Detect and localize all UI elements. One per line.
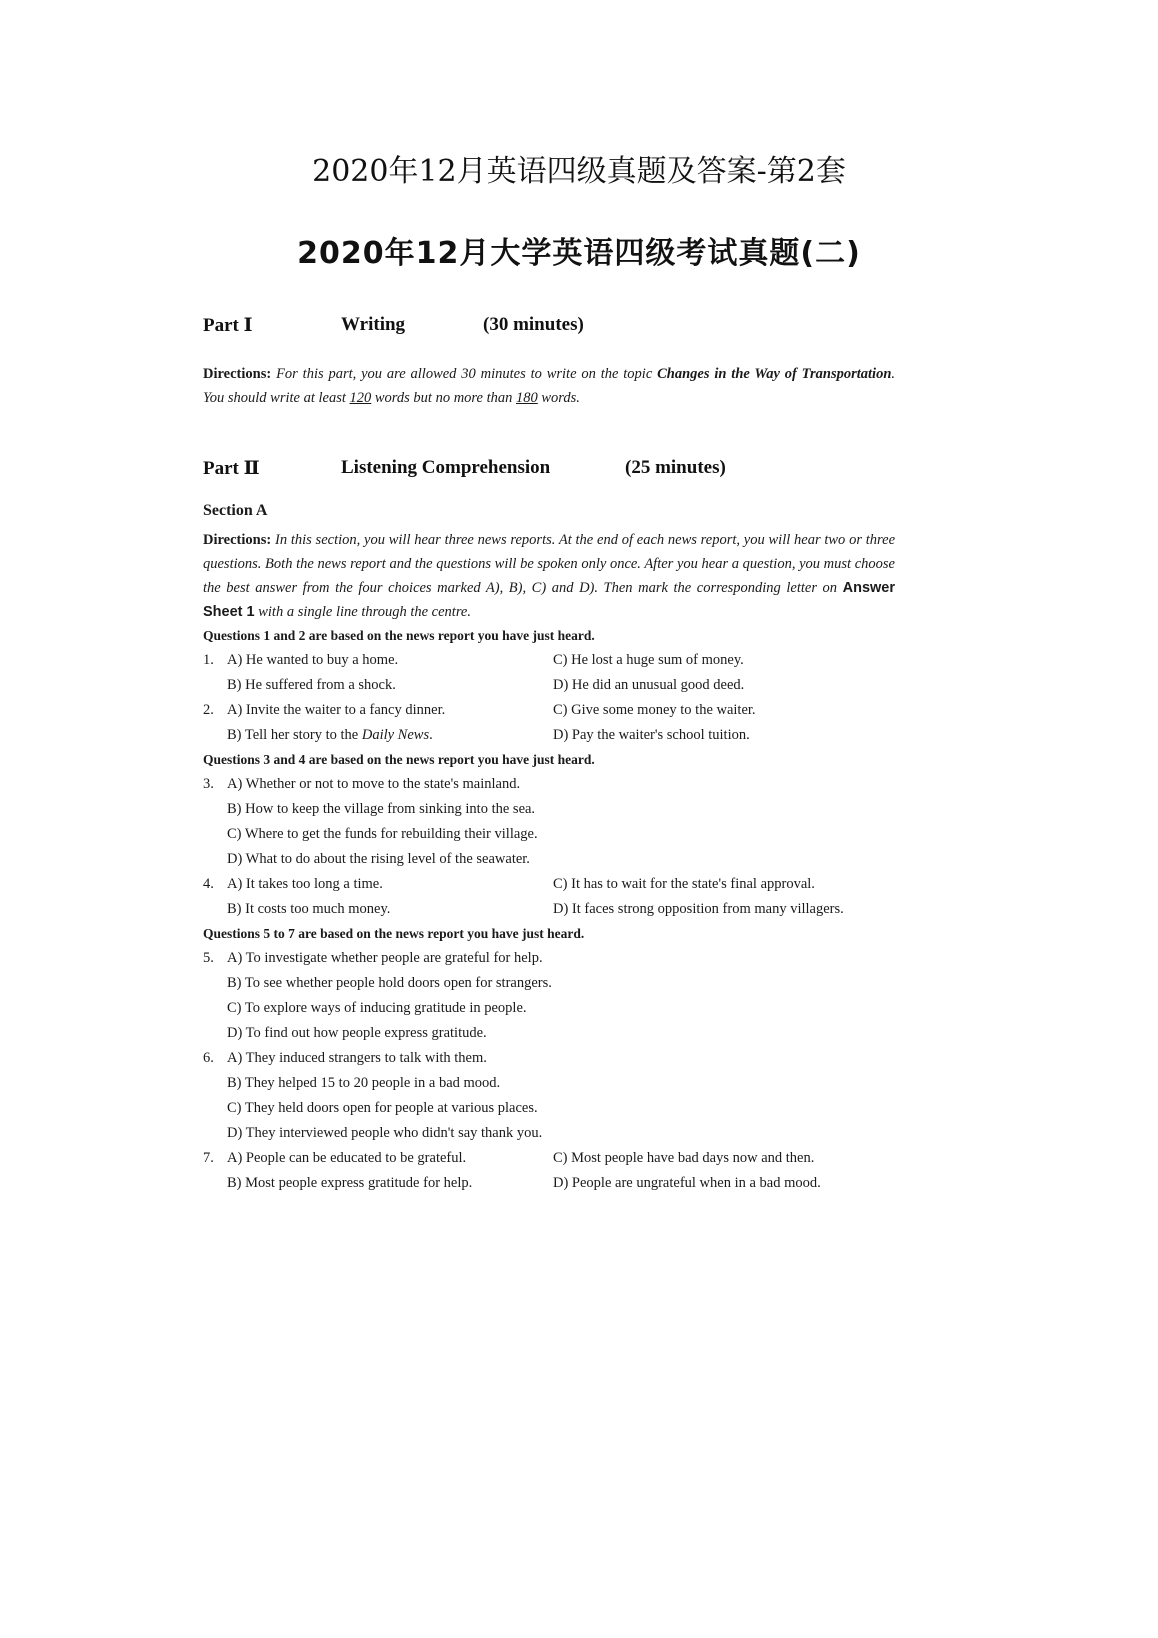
option-d: D) He did an unusual good deed. [553,677,745,693]
question-group-intro: Questions 3 and 4 are based on the news report you have just heard. [203,752,595,767]
question-number: 2. [203,702,214,718]
writing-topic: Changes in the Way of Transportation [657,366,892,382]
question-group-intro: Questions 1 and 2 are based on the news report you have just heard. [203,628,595,643]
option-c: C) Most people have bad days now and then. [553,1150,815,1166]
option-a: A) People can be educated to be grateful. [227,1150,467,1166]
question-number: 7. [203,1150,214,1166]
part1-label: Part Ⅰ [203,315,253,336]
option-b-text: B) Tell her story to the [227,727,359,743]
option-a: A) It takes too long a time. [227,876,383,892]
option-c: C) It has to wait for the state's final approval. [553,876,815,892]
option-b: B) How to keep the village from sinking into the sea. [227,801,536,817]
directions-text: For this part, you are allowed 30 minutes to write on the topic [276,366,653,382]
question-group-intro: Questions 5 to 7 are based on the news report you have just heard. [203,926,585,941]
part1-directions [203,362,895,410]
answer-sheet-label: Answer Sheet 1 [203,580,896,620]
part1-time: (30 minutes) [483,314,584,335]
directions-text: In this section, you will hear three news reports. At the end of each news report, you will hear two or three questions. Both the news report and the questions will be spoken only once. After you hear a question, you must choose the best answer from the four choices marked A), B), C) and D). Then mark the corresponding letter on [203,532,895,596]
option-c: C) Where to get the funds for rebuilding their village. [227,826,538,842]
option-c: C) He lost a huge sum of money. [553,652,744,668]
option-a: A) Invite the waiter to a fancy dinner. [227,702,446,718]
section-a-heading: Section A [203,502,268,519]
question-number: 5. [203,950,214,966]
directions-text: with a single line through the centre. [258,604,471,620]
question-number: 4. [203,876,214,892]
part1-name: Writing [341,314,406,335]
option-b [227,727,433,744]
part2-label: Part Ⅱ [203,458,260,479]
question-number: 3. [203,776,214,792]
option-c: C) Give some money to the waiter. [553,702,756,718]
option-d: D) To find out how people express gratitude. [227,1025,487,1041]
option-a: A) They induced strangers to talk with them. [227,1050,487,1066]
option-b: B) It costs too much money. [227,901,391,917]
option-b-end: . [429,727,433,743]
min-words: 120 [349,390,372,406]
directions-text: . You should write at least [203,366,896,406]
directions-label: Directions: [203,366,272,382]
option-a: A) Whether or not to move to the state's mainland. [227,776,521,792]
directions-label: Directions: [203,532,272,548]
option-b: B) He suffered from a shock. [227,677,396,693]
option-d: D) People are ungrateful when in a bad mood. [553,1175,821,1191]
option-b: B) To see whether people hold doors open for strangers. [227,975,552,991]
option-d: D) Pay the waiter's school tuition. [553,727,750,743]
max-words: 180 [516,390,538,406]
option-c: C) To explore ways of inducing gratitude in people. [227,1000,527,1016]
part2-time: (25 minutes) [625,457,726,478]
document-title: 2020年12月英语四级真题及答案-第2套 [312,154,846,189]
option-b: B) Most people express gratitude for help. [227,1175,473,1191]
question-number: 1. [203,652,214,668]
exam-title: 2020年12月大学英语四级考试真题(二) [297,236,861,271]
option-d: D) What to do about the rising level of the seawater. [227,851,530,867]
directions-text: words but no more than [374,390,513,406]
option-b: B) They helped 15 to 20 people in a bad mood. [227,1075,501,1091]
option-c: C) They held doors open for people at various places. [227,1100,538,1116]
directions-text: words. [541,390,580,406]
option-a: A) To investigate whether people are grateful for help. [227,950,543,966]
option-d: D) They interviewed people who didn't say thank you. [227,1125,543,1141]
newspaper-name: Daily News [361,727,430,743]
part2-directions [203,528,895,624]
option-d: D) It faces strong opposition from many villagers. [553,901,844,917]
option-a: A) He wanted to buy a home. [227,652,399,668]
question-number: 6. [203,1050,214,1066]
part2-name: Listening Comprehension [341,457,551,478]
